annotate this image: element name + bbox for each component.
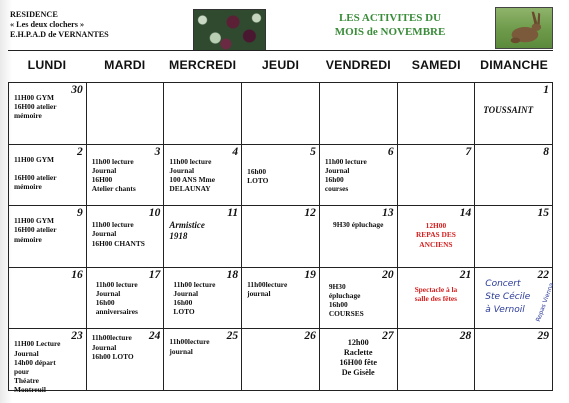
- event-text: 11h00 lecture Journal 100 ANS Mme DELAUNAY: [169, 156, 215, 194]
- day-number: 2: [76, 145, 83, 158]
- event-text: TOUSSAINT: [483, 105, 534, 115]
- day-number: 14: [459, 207, 472, 220]
- calendar-cell: [398, 206, 476, 268]
- day-number: 27: [382, 330, 394, 343]
- day-number: 26: [304, 330, 316, 343]
- day-number: 5: [310, 145, 316, 158]
- day-number: 11: [227, 207, 239, 220]
- calendar-cell: [164, 83, 242, 145]
- day-number: 18: [226, 268, 239, 281]
- residence-block: [10, 10, 160, 40]
- calendar-cell: [164, 268, 242, 330]
- calendar-cell: [164, 145, 242, 207]
- hare-icon: [496, 8, 552, 48]
- day-number: 17: [148, 268, 161, 281]
- weekday-label: MARDI: [104, 58, 146, 72]
- calendar-cell: [87, 206, 165, 268]
- calendar-cell: [9, 83, 87, 145]
- weekday-label: JEUDI: [261, 58, 300, 72]
- calendar-cell: [87, 268, 165, 330]
- calendar-cell: [320, 329, 398, 391]
- day-number: 25: [226, 330, 239, 343]
- page-title: [320, 11, 460, 39]
- day-number: 22: [537, 268, 549, 281]
- event-text: 11h00 lecture Journal 16h00 LOTO: [173, 279, 216, 317]
- day-number: 13: [382, 207, 394, 220]
- calendar-cell: [164, 206, 242, 268]
- day-number: 3: [154, 145, 161, 158]
- calendar-cell: [9, 329, 87, 395]
- event-text: 12H00 REPAS DES ANCIENS: [415, 221, 456, 249]
- calendar-cell: [242, 206, 320, 268]
- day-number: 7: [465, 145, 472, 158]
- day-number: 20: [382, 268, 394, 281]
- calendar-cell: [320, 206, 398, 268]
- event-text: 16h00 LOTO: [247, 166, 269, 185]
- calendar-cell: [475, 329, 553, 391]
- calendar-cell: [398, 268, 476, 330]
- event-text: Armistice 1918: [169, 220, 205, 242]
- residence-line: « Les deux clochers »: [10, 20, 85, 29]
- flowers-photo: [193, 9, 266, 51]
- weekday-label: VENDREDI: [325, 58, 391, 72]
- calendar-cell: [242, 329, 320, 391]
- event-text: 11h00 lecture Journal 16H00 CHANTS: [91, 220, 145, 248]
- event-text: 11H00 GYM 16H00 atelier mémoire: [14, 93, 57, 121]
- calendar-cell: [475, 268, 556, 330]
- residence-line: E.H.P.A.D de VERNANTES: [10, 30, 109, 39]
- weekday-label: DIMANCHE: [480, 58, 549, 72]
- day-number: 29: [537, 330, 549, 343]
- event-text: 12h00 Raclette 16H00 fête De Gisèle: [339, 338, 377, 378]
- day-number: 28: [459, 330, 472, 343]
- day-number: 9: [76, 207, 83, 220]
- weekday-header: [8, 58, 553, 78]
- calendar-cell: [398, 145, 476, 207]
- calendar-cell: [398, 329, 476, 391]
- calendar-cell: [9, 206, 87, 268]
- calendar-cell: [87, 83, 165, 145]
- day-number: 10: [148, 207, 161, 220]
- event-text: 9H30 épluchage: [333, 220, 384, 230]
- day-number: 12: [304, 207, 316, 220]
- day-number: 23: [71, 330, 83, 343]
- title-line: LES ACTIVITES DU: [338, 12, 442, 24]
- weekday-label: SAMEDI: [411, 58, 461, 72]
- day-number: 16: [71, 268, 83, 281]
- calendar-cell: [320, 83, 398, 145]
- calendar-cell: [242, 268, 320, 330]
- calendar-cell: [320, 268, 398, 330]
- event-text: 11h00 lecture Journal 16h00 anniversaires: [95, 279, 138, 317]
- header-divider: [8, 50, 553, 51]
- day-number: 24: [148, 330, 161, 343]
- day-number: 30: [71, 84, 83, 96]
- event-text: 9H30 épluchage 16h00 COURSES: [328, 281, 364, 319]
- event-text: 11h00 lecture Journal 16H00 Atelier chants: [91, 156, 136, 194]
- calendar-cell: [9, 145, 87, 207]
- handwritten-note: Repas Vienna: [535, 281, 556, 323]
- event-text: 11h00lecture Journal 16h00 LOTO: [91, 333, 134, 361]
- event-text: Spectacle à la salle des fêtes: [414, 284, 458, 303]
- day-number: 21: [459, 268, 472, 281]
- event-text: 11h00lecture journal: [169, 337, 210, 356]
- event-text: Concert Ste Cécile à Vernoil: [485, 278, 531, 315]
- residence-line: RESIDENCE: [10, 10, 58, 19]
- event-text: 11H00 GYM 16H00 atelier mémoire: [14, 154, 57, 192]
- event-text: 11h00 lecture Journal 16h00 courses: [324, 156, 367, 194]
- calendar-cell: [475, 83, 553, 145]
- calendar-cell: [398, 83, 476, 145]
- calendar-grid: [8, 82, 556, 395]
- day-number: 4: [232, 145, 239, 158]
- weekday-label: MERCREDI: [169, 58, 237, 72]
- calendar-cell: [164, 329, 242, 391]
- day-number: 8: [543, 145, 549, 158]
- hare-photo: [495, 7, 553, 49]
- calendar-cell: [242, 145, 320, 207]
- day-number: 15: [537, 207, 549, 220]
- day-number: 6: [387, 145, 394, 158]
- calendar-cell: [9, 268, 87, 330]
- title-line: MOIS de NOVEMBRE: [334, 26, 446, 38]
- day-number: 1: [543, 84, 549, 96]
- calendar-cell: [87, 329, 165, 391]
- event-text: 11H00 Lecture Journal 14h00 départ pour Théatre Montreuil: [14, 339, 61, 395]
- calendar-cell: [320, 145, 398, 207]
- calendar-cell: [475, 145, 553, 207]
- weekday-label: LUNDI: [27, 58, 67, 72]
- calendar-cell: [87, 145, 165, 207]
- calendar-cell: [475, 206, 553, 268]
- calendar-cell: [242, 83, 320, 145]
- event-text: 11H00 GYM 16H00 atelier mémoire: [14, 216, 57, 244]
- day-number: 19: [304, 268, 316, 281]
- event-text: 11h00lecture journal: [247, 279, 288, 298]
